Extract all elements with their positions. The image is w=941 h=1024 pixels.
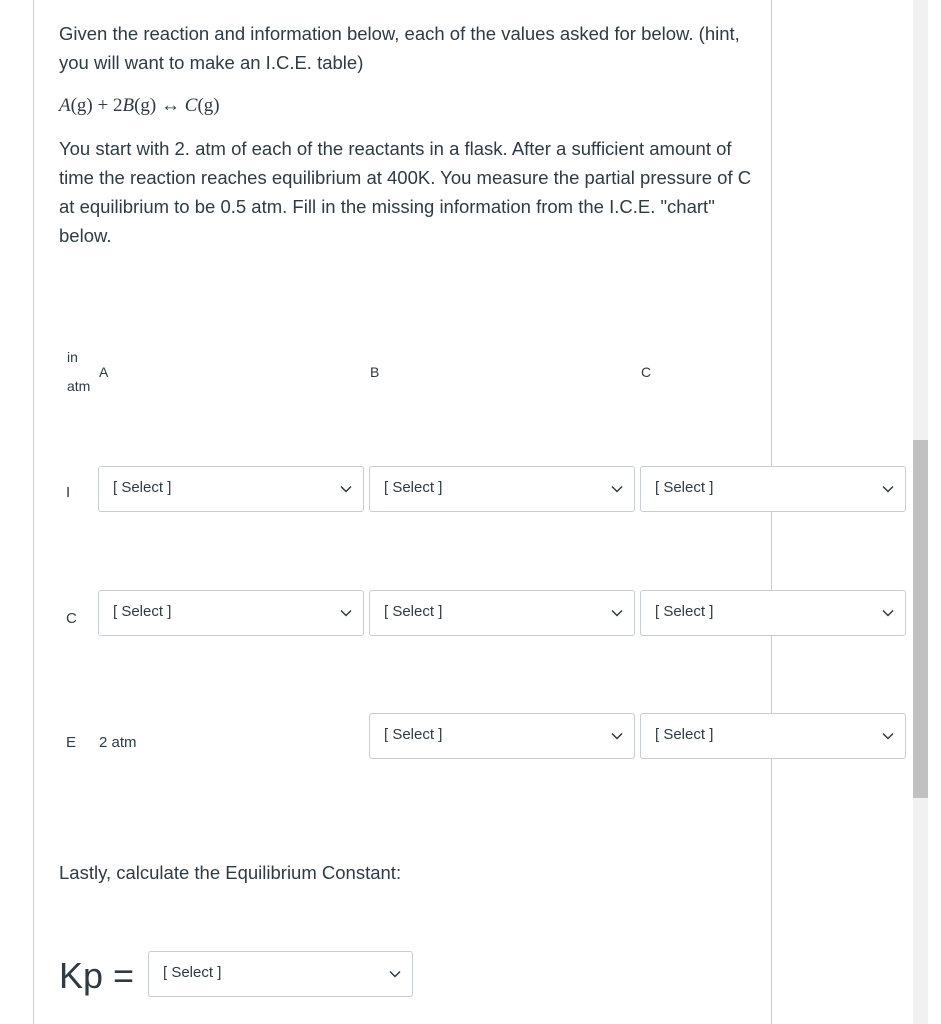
- row-label-initial: I: [66, 484, 71, 501]
- chevron-down-icon: [610, 482, 624, 496]
- content-border-right: [771, 0, 772, 1024]
- chevron-down-icon: [388, 967, 402, 981]
- column-header-a: A: [99, 364, 109, 380]
- equation-phase-a: (g): [70, 95, 93, 116]
- select-initial-b-value: [ Select ]: [384, 479, 443, 496]
- unit-label-line2: atm: [67, 378, 91, 394]
- chevron-down-icon: [339, 482, 353, 496]
- chevron-down-icon: [610, 606, 624, 620]
- column-header-c: C: [641, 364, 652, 380]
- equation-plus: + 2: [92, 95, 123, 116]
- unit-label-line1: in: [67, 349, 78, 365]
- chevron-down-icon: [881, 729, 895, 743]
- reaction-equation: [59, 92, 220, 120]
- row-label-change: C: [66, 610, 77, 627]
- chevron-down-icon: [610, 729, 624, 743]
- select-equilibrium-b[interactable]: [369, 713, 635, 759]
- row-label-equilibrium: E: [66, 734, 77, 751]
- select-change-c-value: [ Select ]: [655, 603, 714, 620]
- content-border-left: [33, 0, 34, 1024]
- select-initial-a-value: [ Select ]: [113, 479, 172, 496]
- equation-species-c: C: [184, 95, 198, 116]
- kp-label: Kp =: [59, 955, 135, 996]
- select-change-a-value: [ Select ]: [113, 603, 172, 620]
- select-equilibrium-b-value: [ Select ]: [384, 726, 443, 743]
- select-equilibrium-c-value: [ Select ]: [655, 726, 714, 743]
- intro-text: Given the reaction and information below, each of the values asked for below. (hint, you will want to make an I.C.E. table): [59, 23, 740, 73]
- chevron-down-icon: [881, 606, 895, 620]
- equation-species-a: A: [59, 95, 71, 116]
- select-change-b[interactable]: [369, 590, 635, 636]
- chevron-down-icon: [339, 606, 353, 620]
- equation-species-b: B: [122, 95, 135, 116]
- equation-arrow: ↔: [156, 95, 185, 116]
- select-initial-c[interactable]: [640, 466, 906, 512]
- select-initial-a[interactable]: [98, 466, 364, 512]
- scrollbar-thumb[interactable]: [913, 440, 928, 798]
- select-initial-c-value: [ Select ]: [655, 479, 714, 496]
- select-change-a[interactable]: [98, 590, 364, 636]
- select-initial-b[interactable]: [369, 466, 635, 512]
- select-equilibrium-c[interactable]: [640, 713, 906, 759]
- column-header-b: B: [370, 364, 380, 380]
- select-change-b-value: [ Select ]: [384, 603, 443, 620]
- chevron-down-icon: [881, 482, 895, 496]
- equilibrium-constant-question: Lastly, calculate the Equilibrium Constant:: [59, 862, 402, 883]
- select-kp-value: [ Select ]: [163, 964, 222, 981]
- equilibrium-a-value: 2 atm: [99, 734, 137, 751]
- equation-phase-b: (g): [134, 95, 157, 116]
- problem-description: You start with 2. atm of each of the reactants in a flask. After a sufficient amount of time the reaction reaches equilibrium at 400K. You measure the partial pressure of C at equilibrium to be 0.5 atm. Fill in the missing information from the I.C.E. "chart" below.: [59, 138, 752, 246]
- select-change-c[interactable]: [640, 590, 906, 636]
- equation-phase-c: (g): [197, 95, 220, 116]
- select-kp[interactable]: [148, 951, 413, 997]
